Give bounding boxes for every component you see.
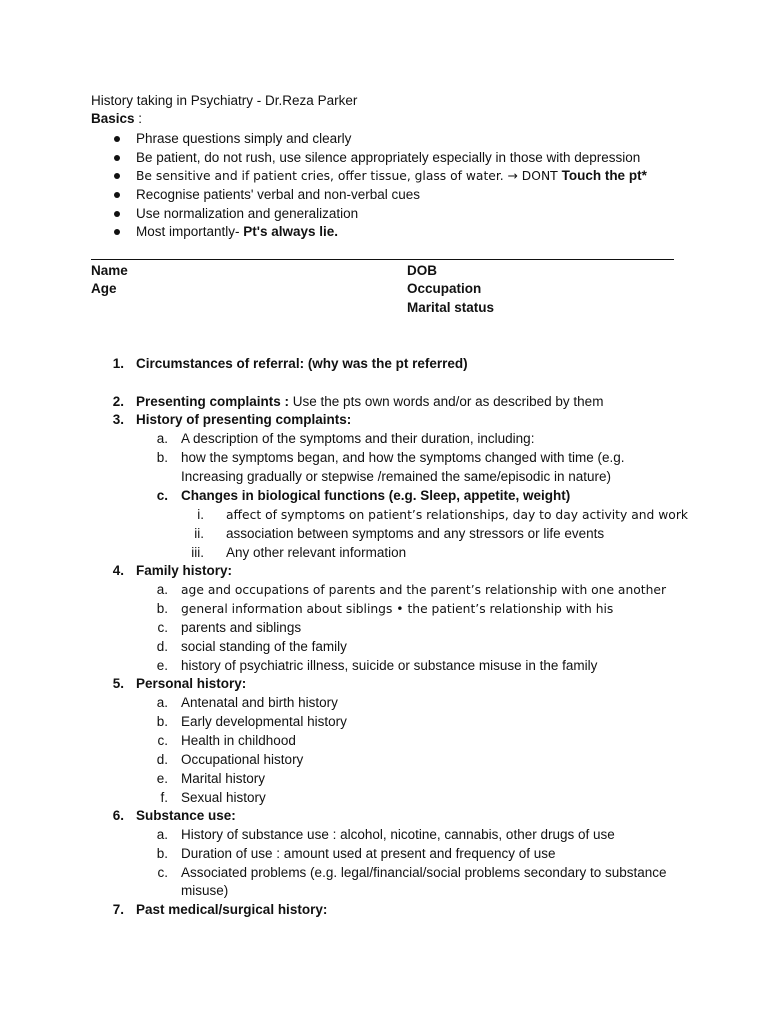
list-item: Early developmental history bbox=[181, 714, 347, 729]
bullet-icon bbox=[114, 136, 120, 142]
list-item-continuation: Increasing gradually or stepwise /remained the same/episodic in nature) bbox=[181, 469, 611, 484]
list-item: social standing of the family bbox=[181, 639, 347, 654]
list-item: Duration of use : amount used at present and frequency of use bbox=[181, 846, 556, 861]
list-item: History of substance use : alcohol, nicotine, cannabis, other drugs of use bbox=[181, 827, 615, 842]
basics-colon: : bbox=[134, 111, 143, 126]
item-marker: d. bbox=[156, 639, 168, 654]
item-marker: a. bbox=[156, 695, 168, 710]
basics-item-bold: Pt's always lie. bbox=[243, 224, 339, 239]
subitem-marker: iii. bbox=[191, 545, 204, 560]
sub-list-item: affect of symptoms on patient’s relationships, day to day activity and work bbox=[226, 508, 688, 522]
section-heading: Personal history: bbox=[136, 676, 247, 691]
basics-item: Use normalization and generalization bbox=[136, 206, 359, 221]
item-marker: d. bbox=[156, 752, 168, 767]
list-item: general information about siblings • the patient’s relationship with his bbox=[181, 602, 614, 616]
bullet-icon bbox=[114, 211, 120, 217]
list-item: parents and siblings bbox=[181, 620, 302, 635]
section-heading: Circumstances of referral: (why was the pt referred) bbox=[136, 356, 468, 371]
item-marker: c. bbox=[156, 488, 168, 503]
item-marker: a. bbox=[156, 582, 168, 597]
section-heading: History of presenting complaints: bbox=[136, 412, 352, 427]
basics-item bbox=[136, 167, 647, 185]
section-heading-label: Presenting complaints : bbox=[136, 394, 290, 409]
field-name: Name bbox=[91, 263, 128, 278]
section-number: 3. bbox=[112, 412, 124, 427]
document-title: History taking in Psychiatry - Dr.Reza Parker bbox=[91, 93, 358, 108]
basics-item: Be patient, do not rush, use silence appropriately especially in those with depression bbox=[136, 150, 641, 165]
list-item: Marital history bbox=[181, 771, 266, 786]
item-marker: b. bbox=[156, 450, 168, 465]
list-item: history of psychiatric illness, suicide or substance misuse in the family bbox=[181, 658, 598, 673]
section-heading: Past medical/surgical history: bbox=[136, 902, 328, 917]
sub-list-item: association between symptoms and any stressors or life events bbox=[226, 526, 605, 541]
item-marker: e. bbox=[156, 658, 168, 673]
list-item: Health in childhood bbox=[181, 733, 296, 748]
section-number: 6. bbox=[112, 808, 124, 823]
section-heading: Family history: bbox=[136, 563, 233, 578]
item-marker: a. bbox=[156, 827, 168, 842]
item-marker: e. bbox=[156, 771, 168, 786]
basics-item: Recognise patients' verbal and non-verbal cues bbox=[136, 187, 421, 202]
basics-item: Phrase questions simply and clearly bbox=[136, 131, 352, 146]
list-item: Sexual history bbox=[181, 790, 266, 805]
section-heading bbox=[136, 393, 603, 411]
section-heading: Substance use: bbox=[136, 808, 236, 823]
subitem-marker: ii. bbox=[194, 526, 204, 541]
list-item: age and occupations of parents and the parent’s relationship with one another bbox=[181, 583, 667, 597]
list-item-continuation: misuse) bbox=[181, 883, 229, 898]
list-item: how the symptoms began, and how the symptoms changed with time (e.g. bbox=[181, 450, 625, 465]
bullet-icon bbox=[114, 155, 120, 161]
section-number: 2. bbox=[112, 394, 124, 409]
field-dob: DOB bbox=[407, 263, 437, 278]
item-marker: c. bbox=[157, 865, 168, 880]
field-marital-status: Marital status bbox=[407, 300, 495, 315]
section-number: 1. bbox=[112, 356, 124, 371]
section-number: 7. bbox=[112, 902, 124, 917]
item-marker: c. bbox=[157, 733, 168, 748]
list-item: A description of the symptoms and their duration, including: bbox=[181, 431, 535, 446]
item-marker: c. bbox=[157, 620, 168, 635]
section-number: 4. bbox=[112, 563, 124, 578]
item-marker: f. bbox=[160, 790, 168, 805]
item-marker: a. bbox=[156, 431, 168, 446]
item-marker: b. bbox=[156, 714, 168, 729]
basics-item-text: Most importantly- bbox=[136, 224, 244, 239]
basics-item bbox=[136, 223, 338, 241]
bullet-icon bbox=[114, 173, 120, 179]
list-item: Associated problems (e.g. legal/financial/social problems secondary to substance bbox=[181, 865, 667, 880]
basics-item-text: Be sensitive and if patient cries, offer tissue, glass of water. → DONT bbox=[136, 169, 562, 183]
section-heading-text: Use the pts own words and/or as described by them bbox=[289, 394, 604, 409]
subitem-marker: i. bbox=[197, 507, 204, 522]
item-marker: b. bbox=[156, 846, 168, 861]
sub-list-item: Any other relevant information bbox=[226, 545, 407, 560]
basics-heading bbox=[91, 110, 142, 128]
list-item: Changes in biological functions (e.g. Sleep, appetite, weight) bbox=[181, 488, 571, 503]
basics-label: Basics bbox=[91, 111, 135, 126]
bullet-icon bbox=[114, 192, 120, 198]
bullet-icon bbox=[114, 229, 120, 235]
item-marker: b. bbox=[156, 601, 168, 616]
field-age: Age bbox=[91, 281, 117, 296]
section-number: 5. bbox=[112, 676, 124, 691]
divider bbox=[91, 259, 674, 260]
basics-item-bold: Touch the pt* bbox=[561, 168, 647, 183]
list-item: Antenatal and birth history bbox=[181, 695, 338, 710]
list-item: Occupational history bbox=[181, 752, 304, 767]
field-occupation: Occupation bbox=[407, 281, 482, 296]
